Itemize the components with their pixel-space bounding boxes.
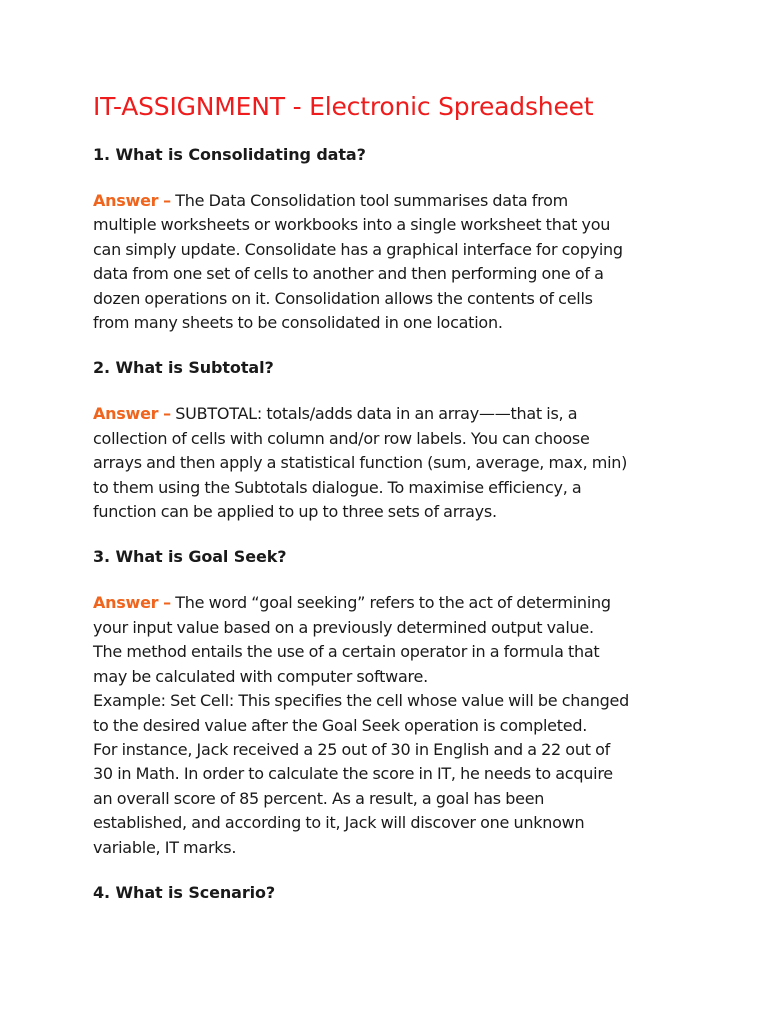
answer-label: Answer –: [93, 191, 171, 210]
answer-line: Example: Set Cell: This specifies the cell whose value will be changed: [93, 691, 629, 711]
answer-line: established, and according to it, Jack will discover one unknown: [93, 813, 585, 833]
question-heading: 2. What is Subtotal?: [93, 358, 274, 378]
answer-line: arrays and then apply a statistical function (sum, average, max, min): [93, 453, 628, 473]
answer-line: an overall score of 85 percent. As a result, a goal has been: [93, 788, 545, 808]
answer-line: may be calculated with computer software.: [93, 666, 428, 686]
answer-text: SUBTOTAL: totals/adds data in an array——that is, a: [175, 404, 578, 424]
question-heading: 4. What is Scenario?: [93, 882, 276, 902]
answer-line: [93, 189, 693, 213]
answer-label: Answer –: [93, 593, 171, 613]
document-title: IT-ASSIGNMENT - Electronic Spreadsheet: [93, 92, 594, 121]
answer-line: your input value based on a previously determined output value.: [93, 617, 594, 637]
answer-line: The method entails the use of a certain operator in a formula that: [93, 642, 600, 662]
answer-label: Answer –: [93, 404, 171, 424]
answer-block: [93, 189, 693, 335]
answer-text: The Data Consolidation tool summarises data from: [175, 191, 568, 210]
question-heading: 1. What is Consolidating data?: [93, 145, 366, 164]
answer-text: The word “goal seeking” refers to the act of determining: [175, 593, 611, 613]
question-heading: 3. What is Goal Seek?: [93, 547, 287, 567]
answer-line: data from one set of cells to another and then performing one of a: [93, 264, 604, 284]
answer-line: dozen operations on it. Consolidation allows the contents of cells: [93, 288, 593, 308]
answer-line: to the desired value after the Goal Seek operation is completed.: [93, 715, 588, 735]
answer-line: 30 in Math. In order to calculate the score in IT, he needs to acquire: [93, 764, 613, 784]
answer-block: [93, 591, 693, 859]
answer-line: [93, 591, 693, 615]
answer-line: variable, IT marks.: [93, 837, 237, 857]
answer-block: [93, 402, 693, 524]
answer-line: to them using the Subtotals dialogue. To maximise efficiency, a: [93, 477, 582, 497]
answer-line: function can be applied to up to three sets of arrays.: [93, 502, 497, 522]
answer-line: multiple worksheets or workbooks into a single worksheet that you: [93, 215, 611, 235]
answer-line: can simply update. Consolidate has a graphical interface for copying: [93, 239, 623, 259]
answer-line: [93, 402, 693, 426]
answer-line: For instance, Jack received a 25 out of 30 in English and a 22 out of: [93, 739, 611, 759]
answer-line: collection of cells with column and/or row labels. You can choose: [93, 428, 590, 448]
answer-line: from many sheets to be consolidated in one location.: [93, 313, 503, 333]
document-page: [93, 88, 693, 905]
